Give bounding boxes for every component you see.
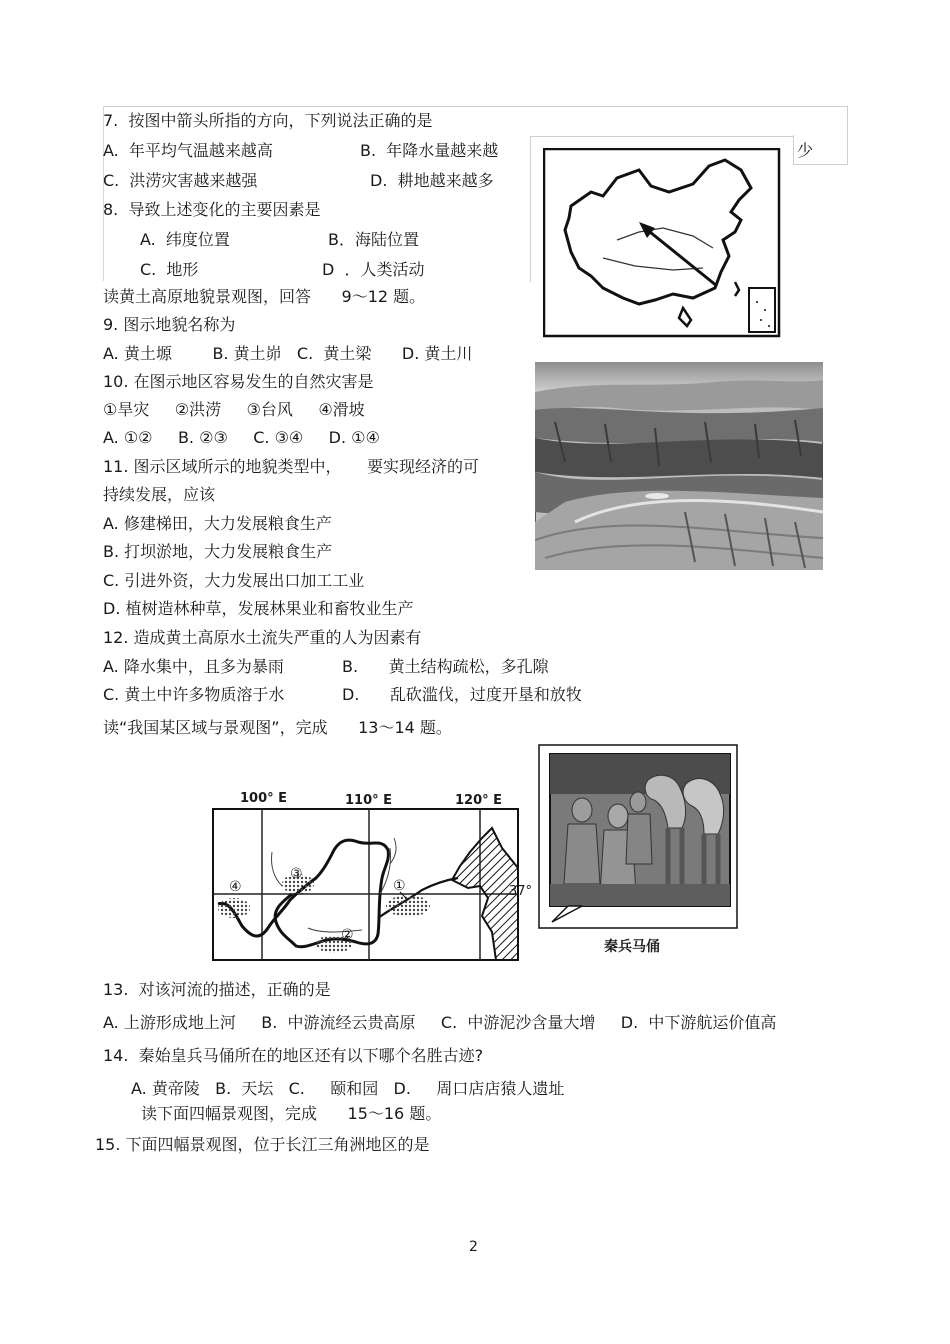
intro-9-12: 读黄土高原地貌景观图，回答 9～12 题。 — [103, 287, 426, 306]
question-8-option-c: C. 地形 — [140, 260, 199, 279]
question-7-option-d: D. 耕地越来越多 — [370, 171, 494, 190]
south-sea-inset — [749, 288, 775, 332]
question-7-stem: 7. 按图中箭头所指的方向，下列说法正确的是 — [103, 111, 433, 130]
question-12-option-b: B. 黄土结构疏松，多孔隙 — [342, 657, 549, 676]
question-8-option-a: A. 纬度位置 — [140, 230, 230, 249]
question-9-stem: 9. 图示地貌名称为 — [103, 315, 236, 334]
frame-line — [847, 106, 848, 164]
question-11-option-d: D. 植树造林种草，发展林果业和畜牧业生产 — [103, 599, 414, 618]
question-8-option-b: B．海陆位置 — [328, 230, 419, 249]
longitude-label-120: 120° E — [455, 793, 503, 808]
question-11-stem-line2: 持续发展，应该 — [103, 485, 216, 504]
map-marker-4: ④ — [229, 879, 242, 895]
latitude-label-37: 37° — [509, 884, 533, 899]
question-12-option-c: C. 黄土中许多物质溶于水 — [103, 685, 285, 704]
region-4 — [218, 898, 250, 918]
terracotta-warriors-photo — [538, 744, 738, 929]
frame-line — [530, 136, 793, 137]
question-12-option-a: A. 降水集中，且多为暴雨 — [103, 657, 284, 676]
question-7-option-b: B. 年降水量越来越 — [360, 141, 499, 160]
question-12-option-d: D. 乱砍滥伐，过度开垦和放牧 — [342, 685, 582, 704]
question-7-option-b-tail: 少 — [797, 141, 814, 160]
question-8-option-d: D ．人类活动 — [322, 260, 425, 279]
question-8-stem: 8. 导致上述变化的主要因素是 — [103, 200, 321, 219]
longitude-label-110: 110° E — [345, 793, 393, 808]
question-14-options: A. 黄帝陵 B. 天坛 C. 颐和园 D. 周口店店猿人遗址 — [131, 1079, 565, 1098]
question-7-option-c: C. 洪涝灾害越来越强 — [103, 171, 258, 190]
map-marker-1: ① — [393, 878, 406, 894]
frame-line — [103, 106, 104, 281]
page-number: 2 — [469, 1239, 478, 1255]
question-11-option-b: B. 打坝淤地，大力发展粮食生产 — [103, 542, 333, 561]
photo-caption: 秦兵马俑 — [604, 939, 660, 955]
question-11-option-a: A. 修建梯田，大力发展粮食生产 — [103, 514, 332, 533]
intro-15-16: 读下面四幅景观图，完成 15～16 题。 — [141, 1104, 442, 1123]
question-15-stem: 15. 下面四幅景观图，位于长江三角洲地区的是 — [95, 1135, 430, 1154]
frame-line — [103, 106, 848, 107]
question-13-stem: 13. 对该河流的描述，正确的是 — [103, 980, 331, 999]
yellow-river-region-map — [212, 808, 520, 962]
map-marker-3: ③ — [290, 866, 303, 882]
question-10-stem: 10. 在图示地区容易发生的自然灾害是 — [103, 372, 374, 391]
question-11-stem-line1: 11. 图示区域所示的地貌类型中， 要实现经济的可 — [103, 457, 479, 476]
map-marker-2: ② — [341, 927, 354, 943]
frame-line — [793, 135, 794, 164]
question-10-items: ①旱灾 ②洪涝 ③台风 ④滑坡 — [103, 400, 365, 419]
question-7-option-a: A. 年平均气温越来越高 — [103, 141, 273, 160]
longitude-label-100: 100° E — [240, 791, 288, 806]
loess-plateau-photo — [535, 362, 823, 570]
question-10-options: A. ①② B. ②③ C. ③④ D. ①④ — [103, 428, 380, 447]
question-14-stem: 14. 秦始皇兵马俑所在的地区还有以下哪个名胜古迹? — [103, 1046, 484, 1065]
intro-13-14: 读“我国某区域与景观图”，完成 13～14 题。 — [103, 718, 452, 737]
region-1 — [386, 895, 430, 917]
frame-line — [530, 136, 531, 282]
question-13-options: A. 上游形成地上河 B. 中游流经云贵高原 C. 中游泥沙含量大增 D. 中下游航运价值高 — [103, 1013, 777, 1032]
china-map-figure — [543, 148, 781, 338]
question-12-stem: 12. 造成黄土高原水土流失严重的人为因素有 — [103, 628, 422, 647]
frame-line — [793, 164, 848, 165]
question-9-options: A. 黄土塬 B. 黄土峁 C. 黄土梁 D. 黄土川 — [103, 344, 473, 363]
question-11-option-c: C. 引进外资，大力发展出口加工工业 — [103, 571, 365, 590]
